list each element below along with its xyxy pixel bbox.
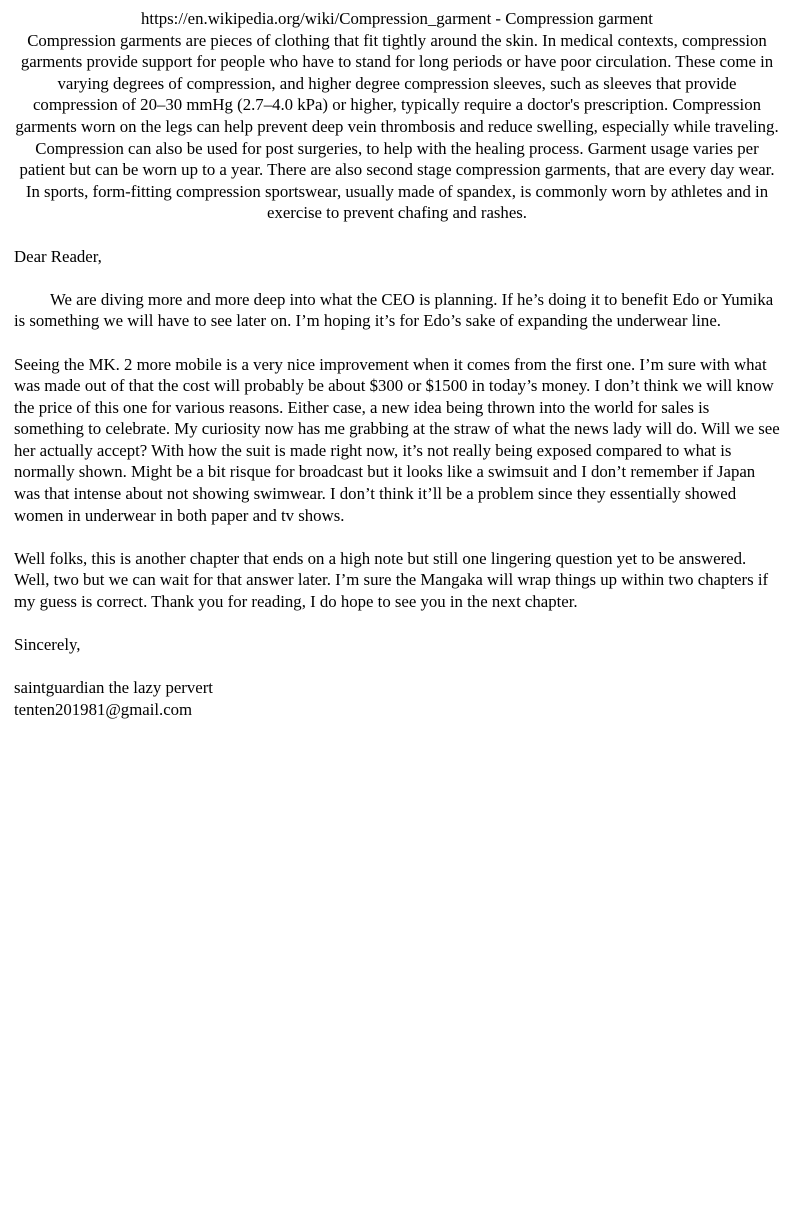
letter-paragraph-2: Seeing the MK. 2 more mobile is a very nice improvement when it comes from the first one. I’m sure with what was made out of that the cost will probably be about $300 or $1500 in today’s money. I don’t think we will know the price of this one for various reasons. Either case, a new idea being thrown into the world for sales is something to celebrate. My curiosity now has me grabbing at the straw of what the news lady will do. Will we see her actually accept? With how the suit is made right now, it’s not really being exposed compared to what is normally shown. Might be a bit risque for broadcast but it looks like a swimsuit and I don’t remember if Japan was that intense about not showing swimwear. I don’t think it’ll be a problem since they essentially showed women in underwear in both paper and tv shows. — [14, 354, 780, 525]
letter-paragraph-3: Well folks, this is another chapter that ends on a high note but still one lingering question yet to be answered. Well, two but we can wait for that answer later. I’m sure the Mangaka will wrap things up within two chapters if my guess is correct. Thank you for reading, I do hope to see you in the next chapter. — [14, 548, 769, 612]
wikipedia-excerpt — [14, 8, 780, 224]
letter-paragraph-1: We are diving more and more deep into what the CEO is planning. If he’s doing it to benefit Edo or Yumika is something we will have to see later on. I’m hoping it’s for Edo’s sake of expanding the underwear line. — [14, 289, 774, 331]
source-paragraph-3: In sports, form-fitting compression sportswear, usually made of spandex, is commonly worn by athletes and in exercise to prevent chafing and rashes. — [25, 181, 769, 223]
email-link[interactable]: tenten201981@gmail.com — [14, 700, 193, 719]
source-paragraph-2: Compression can also be used for post surgeries, to help with the healing process. Garment usage varies per patient but can be worn up to a year. There are also second stage compression garments, that are every day wear. — [19, 138, 775, 180]
letter-closing: Sincerely, — [14, 635, 81, 655]
source-paragraph-1: Compression garments are pieces of clothing that fit tightly around the skin. In medical contexts, compression garments provide support for people who have to stand for long periods or have poor circulation. These come in varying degrees of compression, and higher degree compression sleeves, such as sleeves that provide compression of 20–30 mmHg (2.7–4.0 kPa) or higher, typically require a doctor's prescription. Compression garments worn on the legs can help prevent deep vein thrombosis and reduce swelling, especially while traveling. — [15, 30, 779, 136]
letter-greeting: Dear Reader, — [14, 246, 102, 266]
source-header: https://en.wikipedia.org/wiki/Compression_garment - Compression garment — [141, 9, 653, 28]
letter-signature: saintguardian the lazy pervert — [14, 678, 213, 698]
reader-letter — [14, 246, 780, 721]
letter-email-line — [14, 699, 780, 721]
